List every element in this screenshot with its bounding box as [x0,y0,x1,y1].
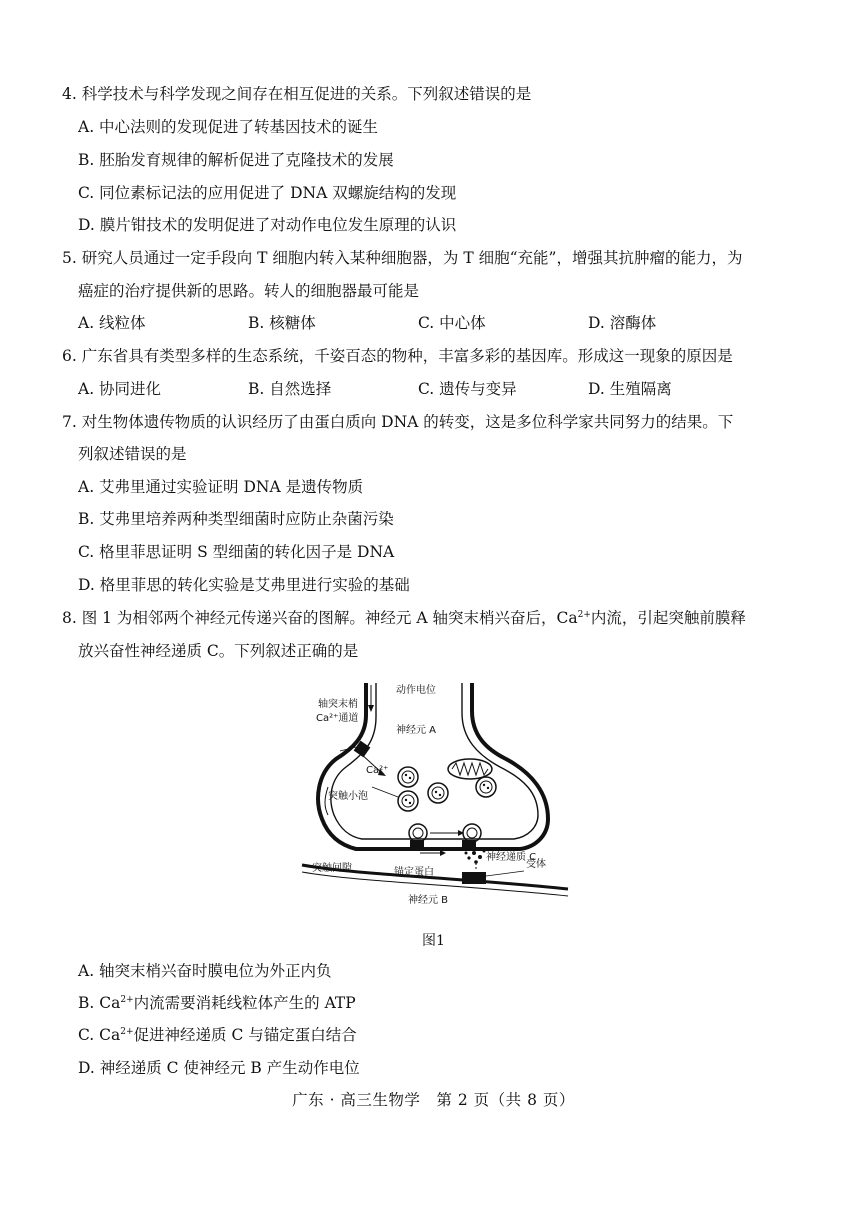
question-5-stem-line1: 5. 研究人员通过一定手段向 T 细胞内转入某种细胞器，为 T 细胞“充能”，增强其抗肿瘤的能力，为 [62,249,743,267]
vesicle-4 [476,777,496,797]
question-6-stem: 6. 广东省具有类型多样的生态系统，千姿百态的物种，丰富多彩的基因库。形成这一现象的原因是 [62,347,733,365]
question-7-option-d: D. 格里菲思的转化实验是艾弗里进行实验的基础 [78,576,410,594]
question-6-option-a: A. 协同进化 [78,380,162,398]
question-6-options [78,373,807,406]
label-neurotransmitter: 神经递质 C [486,852,537,863]
receptor-shape [462,872,486,884]
question-8-option-a: A. 轴突末梢兴奋时膜电位为外正内负 [78,962,332,980]
superscript: 2+ [577,610,591,620]
synapse-diagram [300,675,572,915]
question-7-stem-line1: 7. 对生物体遗传物质的认识经历了由蛋白质向 DNA 的转变，这是多位科学家共同努力的结果。下 [62,413,734,431]
question-6-option-b: B. 自然选择 [248,380,332,398]
vesicle-1 [398,767,418,787]
superscript: 2+ [120,1027,134,1037]
label-axon-terminal: 轴突末梢 [318,699,358,710]
option-c-text: 促进神经递质 C 与锚定蛋白结合 [133,1026,357,1044]
question-8-stem-text-a: 8. 图 1 为相邻两个神经元传递兴奋的图解。神经元 A 轴突末梢兴奋后，Ca [62,609,578,627]
label-synaptic-cleft: 突触间隙 [312,863,352,874]
question-5-option-d: D. 溶酶体 [588,314,657,332]
neurotransmitter-particles [465,850,486,864]
page-footer: 广东 · 高三生物学 第 2 页（共 8 页） [292,1091,575,1109]
question-6-option-d: D. 生殖隔离 [588,380,672,398]
question-6-option-c: C. 遗传与变异 [418,380,517,398]
label-receptor: 受体 [526,859,546,870]
label-ca-ion: Ca²⁺ [366,765,389,776]
question-5-options [78,307,807,340]
question-4-option-a: A. 中心法则的发现促进了转基因技术的诞生 [78,118,379,136]
question-8-stem-text-b: 内流，引起突触前膜释 [590,609,746,627]
option-b-prefix: B. Ca [78,994,121,1012]
mitochondrion-shape [448,759,492,779]
question-4-option-b: B. 胚胎发育规律的解析促进了克隆技术的发展 [78,151,394,169]
vesicle-3 [428,783,448,803]
question-8-option-d: D. 神经递质 C 使神经元 B 产生动作电位 [78,1059,360,1077]
question-7-option-a: A. 艾弗里通过实验证明 DNA 是遗传物质 [78,478,364,496]
anchor-protein-shape [410,840,424,850]
question-7-option-b: B. 艾弗里培养两种类型细菌时应防止杂菌污染 [78,510,394,528]
label-neuron-a: 神经元 A [396,725,437,736]
figure-caption: 图1 [422,933,445,949]
label-ca-channel: Ca²⁺通道 [316,713,359,724]
superscript: 2+ [120,995,134,1005]
question-5-option-c: C. 中心体 [418,314,486,332]
label-synaptic-vesicle: 突触小泡 [328,791,368,802]
question-4-option-d: D. 膜片钳技术的发明促进了对动作电位发生原理的认识 [78,216,457,234]
question-7-stem-line2: 列叙述错误的是 [78,445,187,463]
question-4-option-c: C. 同位素标记法的应用促进了 DNA 双螺旋结构的发现 [78,184,457,202]
question-7-option-c: C. 格里菲思证明 S 型细菌的转化因子是 DNA [78,543,395,561]
question-4-stem: 4. 科学技术与科学发现之间存在相互促进的关系。下列叙述错误的是 [62,85,532,103]
vesicle-2 [398,791,418,811]
label-action-potential: 动作电位 [396,685,436,696]
question-8-stem-line1 [62,602,812,635]
option-b-text: 内流需要消耗线粒体产生的 ATP [133,994,356,1012]
question-5-option-b: B. 核糖体 [248,314,316,332]
question-5-stem-line2: 癌症的治疗提供新的思路。转人的细胞器最可能是 [78,282,420,300]
label-anchor-protein: 锚定蛋白 [394,867,434,878]
question-5-option-a: A. 线粒体 [78,314,146,332]
option-c-prefix: C. Ca [78,1026,121,1044]
question-8-stem-line2: 放兴奋性神经递质 C。下列叙述正确的是 [78,642,359,660]
question-8-option-c [78,1019,357,1052]
question-8-option-b [78,987,356,1020]
label-neuron-b: 神经元 B [408,895,449,906]
